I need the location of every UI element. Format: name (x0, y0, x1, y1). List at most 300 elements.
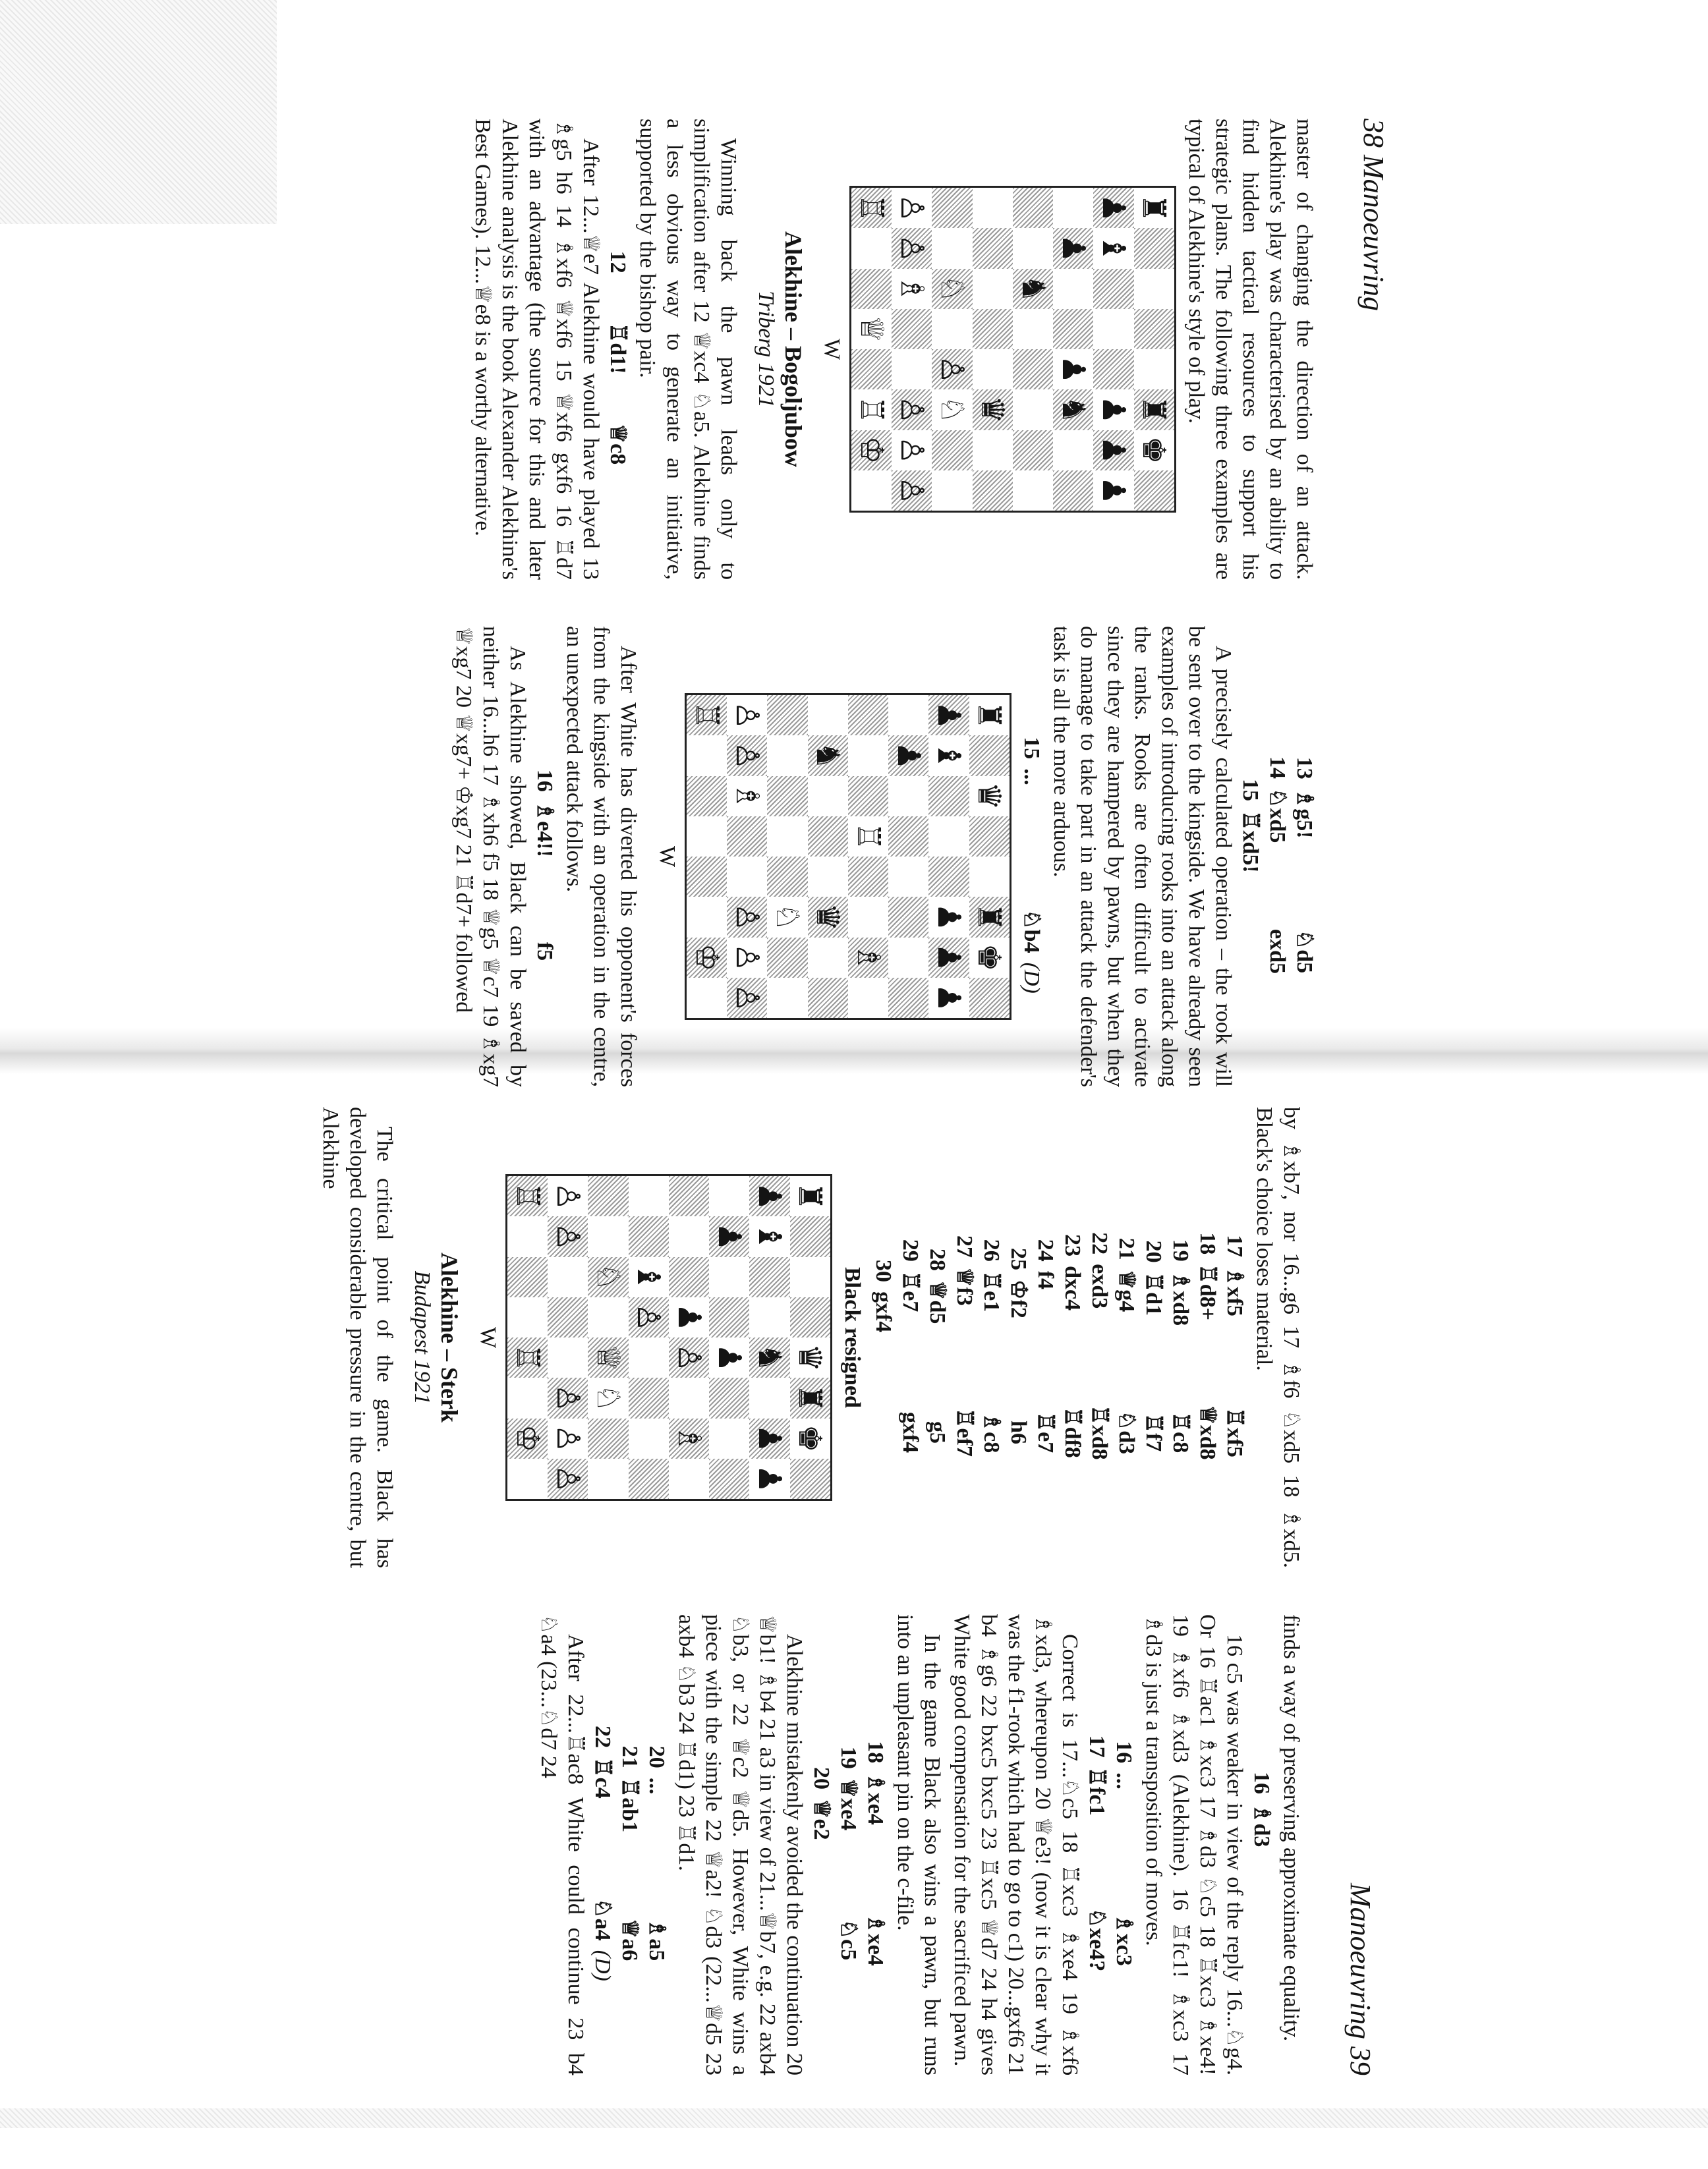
move-line (604, 119, 631, 580)
black-move: ♗c8 (979, 1411, 1004, 1453)
board-square (669, 1378, 709, 1418)
black-move: f5 (532, 942, 557, 961)
board-square (790, 1176, 830, 1216)
white-move: ♕e2 (809, 1799, 834, 1840)
board-square (768, 978, 808, 1018)
white-piece-icon: ♖ (688, 701, 726, 730)
board-square (548, 1176, 588, 1216)
board-square (848, 897, 888, 937)
board-square (888, 735, 928, 775)
board-square (768, 816, 808, 857)
black-move: ♘d3 (1114, 1410, 1139, 1455)
board-square (687, 735, 727, 775)
board-square (969, 776, 1010, 816)
board-square (973, 470, 1013, 511)
black-piece-icon: ♞ (751, 1343, 789, 1372)
move-number: 20 (644, 1745, 669, 1768)
board-square (929, 978, 969, 1018)
board-square (892, 389, 932, 430)
white-piece-icon: ♘ (934, 274, 971, 303)
board-square (1134, 309, 1174, 349)
board-square (588, 1176, 629, 1216)
board-square (727, 897, 767, 937)
white-move: ♖e7 (898, 1270, 923, 1312)
black-piece-icon: ♛ (791, 1343, 829, 1372)
white-piece-icon: ♔ (509, 1424, 546, 1453)
board-square (1013, 349, 1053, 389)
white-move: ♕d5 (925, 1280, 950, 1324)
board-square (750, 1216, 790, 1256)
board-square (1134, 470, 1174, 511)
board-square (588, 1378, 629, 1418)
white-move: ♖xd5! (1238, 810, 1263, 873)
board-square (709, 1419, 749, 1459)
paragraph: Correct is 17...♘c5 18 ♖xc3 ♗xe4 19 ♗xf6 ♗xd3, whereupon 20 ♕e3! (now it is clear why it was the f1-rook which had to go to c1) 20...gxf6 21 b4 ♗g6 22 bxc5 bxc5 23 ♖xc5 ♕d7 24 h4 gives White good compensation for the sacrificed pawn. (950, 1614, 1082, 2075)
board-square (548, 1419, 588, 1459)
move-list (870, 1107, 1248, 1568)
white-move: ♖ab1 (617, 1777, 642, 1833)
black-piece-icon: ♚ (971, 943, 1008, 972)
white-move: ♕f3 (952, 1267, 977, 1306)
move-line (531, 626, 558, 1087)
board-square (1094, 389, 1134, 430)
board-square (969, 857, 1010, 897)
move-line (616, 1614, 643, 2075)
board-square (768, 776, 808, 816)
white-move: dxc4 (1060, 1266, 1085, 1311)
board-square (768, 735, 808, 775)
board-square (1013, 228, 1053, 268)
move-number: 18 (1195, 1232, 1220, 1255)
black-move: h6 (1006, 1421, 1031, 1444)
board-square (1053, 269, 1093, 309)
white-piece-icon: ♖ (849, 822, 887, 851)
side-to-move: W (655, 845, 679, 868)
move-line (1194, 1107, 1221, 1568)
column-right (532, 1614, 1305, 2075)
move-line (1140, 1107, 1167, 1568)
move-number: 24 (1033, 1239, 1058, 1262)
board-square (929, 897, 969, 937)
white-piece-icon: ♙ (670, 1343, 708, 1372)
move-number: 15 (1019, 737, 1044, 760)
board-square (808, 816, 848, 857)
board-square (629, 1257, 669, 1297)
board-square (1013, 470, 1053, 511)
board-square (727, 695, 767, 735)
white-move: ♗xe4 (863, 1772, 888, 1825)
white-move: gxf4 (871, 1291, 896, 1333)
move-number: 22 (590, 1726, 615, 1749)
black-piece-icon: ♛ (809, 903, 847, 932)
move-line (1237, 626, 1264, 1087)
black-piece-icon: ♚ (1135, 436, 1173, 465)
board-square (687, 857, 727, 897)
board-square (1094, 470, 1134, 511)
black-move: ♖ef7 (952, 1408, 977, 1457)
board-square (750, 1419, 790, 1459)
board-square (548, 1338, 588, 1378)
white-move: ... (1112, 1772, 1136, 1789)
white-piece-icon: ♙ (549, 1222, 586, 1251)
board-square (790, 1338, 830, 1378)
move-number: 16 (1112, 1741, 1136, 1764)
board-square (548, 1257, 588, 1297)
chess-diagram (685, 693, 1011, 1020)
game-result: Black resigned (840, 1267, 865, 1408)
move-number: 26 (979, 1239, 1004, 1262)
board-square (932, 269, 973, 309)
black-piece-icon: ♟ (1054, 234, 1092, 263)
move-number: 12 (606, 250, 630, 273)
board-square (507, 1216, 548, 1256)
black-move: ♖f7 (1141, 1413, 1166, 1452)
paragraph: After 22...♖ac8 White could continue 23 b4 ♘a4 (23...♘d7 24 (536, 1614, 588, 2075)
white-piece-icon: ♘ (590, 1262, 627, 1291)
black-piece-icon: ♜ (791, 1182, 829, 1211)
move-number: 29 (898, 1239, 923, 1262)
board-square (687, 695, 727, 735)
white-piece-icon: ♘ (769, 903, 807, 932)
board-square (1053, 228, 1093, 268)
board-square (790, 1419, 830, 1459)
black-piece-icon: ♝ (930, 741, 968, 770)
white-piece-icon: ♘ (934, 395, 971, 424)
board-square (548, 1459, 588, 1499)
black-move: ♕c8 (606, 423, 630, 465)
board-square (588, 1257, 629, 1297)
board-square (687, 816, 727, 857)
board-square (588, 1216, 629, 1256)
board-square (888, 897, 928, 937)
board-square (969, 695, 1010, 735)
board-square (588, 1338, 629, 1378)
board-square (588, 1297, 629, 1338)
black-piece-icon: ♜ (971, 701, 1008, 730)
board-square (851, 349, 892, 389)
move-number: 28 (925, 1249, 950, 1271)
board-square (973, 188, 1013, 228)
black-move: ♘a4 (590, 1898, 615, 1941)
black-move: ♕xd8 (1195, 1405, 1220, 1460)
board-square (969, 938, 1010, 978)
white-move: ... (644, 1777, 669, 1795)
board-square (768, 857, 808, 897)
white-move: ♕g4 (1114, 1269, 1139, 1312)
board-square (727, 857, 767, 897)
white-move: ♘xd5 (1265, 788, 1290, 843)
white-move: f4 (1033, 1270, 1058, 1290)
move-line (1059, 1107, 1086, 1568)
board-square (1013, 188, 1053, 228)
board-square (929, 938, 969, 978)
white-piece-icon: ♘ (590, 1384, 627, 1413)
board-square (888, 938, 928, 978)
board-square (808, 695, 848, 735)
board-square (750, 1297, 790, 1338)
black-move: ♗xc3 (1112, 1913, 1136, 1966)
white-piece-icon: ♙ (893, 476, 930, 505)
board-square (750, 1459, 790, 1499)
paragraph: In the game Black also wins a pawn, but runs into an unpleasant pin on the c-file. (893, 1614, 944, 2075)
black-piece-icon: ♜ (1135, 194, 1173, 223)
board-square (507, 1338, 548, 1378)
side-to-move: W (476, 1326, 500, 1349)
move-line (862, 1614, 889, 2075)
board-square (750, 1378, 790, 1418)
board-square (790, 1216, 830, 1256)
paragraph: After 12...♕e7 Alekhine would have played 13 ♗g5 h6 14 ♗xf6 ♕xf6 15 ♕xf6 gxf6 16 ♖d7 with an advantage (the source for this and later Alekhine analysis is the book Alexander Alekhine's Best Games). 12...♕e8 is a worthy alternative. (470, 119, 603, 580)
board-square (888, 776, 928, 816)
move-number: 23 (1060, 1234, 1085, 1257)
white-piece-icon: ♗ (670, 1424, 708, 1453)
board-square (687, 978, 727, 1018)
paragraph: The critical point of the game. Black has developed considerable pressure in the centre, but Alekhine (318, 1107, 397, 1568)
move-line (1032, 1107, 1059, 1568)
board-square (709, 1176, 749, 1216)
white-piece-icon: ♖ (853, 395, 890, 424)
black-piece-icon: ♟ (751, 1424, 789, 1453)
board-square (709, 1378, 749, 1418)
black-piece-icon: ♟ (930, 701, 968, 730)
move-line (1110, 1614, 1137, 2075)
board-square (629, 1176, 669, 1216)
black-move: ♖df8 (1060, 1407, 1085, 1458)
board-square (669, 1459, 709, 1499)
board-square (548, 1378, 588, 1418)
board-square (932, 228, 973, 268)
white-piece-icon: ♙ (728, 943, 766, 972)
white-piece-icon: ♗ (728, 781, 766, 810)
black-move: g5 (925, 1421, 950, 1444)
page-39 (0, 1107, 1377, 2075)
board-square (892, 309, 932, 349)
board-square (808, 897, 848, 937)
board-square (892, 430, 932, 470)
move-number: 19 (1168, 1239, 1193, 1262)
board-square (790, 1459, 830, 1499)
board-square (1094, 188, 1134, 228)
move-number: 17 (1222, 1235, 1247, 1258)
white-move: exd3 (1087, 1264, 1112, 1309)
board-square (768, 695, 808, 735)
white-piece-icon: ♔ (853, 436, 890, 465)
black-move: ♗a5 (644, 1918, 669, 1961)
board-square (588, 1419, 629, 1459)
black-piece-icon: ♟ (710, 1222, 748, 1251)
white-piece-icon: ♕ (590, 1343, 627, 1372)
paragraph: 16 c5 was weaker in view of the reply 16...♘g4. Or 16 ♖ac1 ♗xc3 17 ♗d3 ♘c5 18 ♖xc3 ♗xe4! 19 ♗xf6 ♗xd3 (Alekhine). 16 ♖fc1! ♗xc3 17 ♗d3 is just a transposition of moves. (1141, 1614, 1247, 2075)
board-square (892, 470, 932, 511)
black-piece-icon: ♟ (751, 1182, 789, 1211)
black-move: ♖c8 (1168, 1411, 1193, 1453)
board-square (1053, 349, 1093, 389)
black-piece-icon: ♝ (1095, 234, 1133, 263)
white-move: ♖d8+ (1195, 1264, 1220, 1321)
move-line (1167, 1107, 1194, 1568)
board-square (808, 938, 848, 978)
board-square (848, 938, 888, 978)
board-square (669, 1419, 709, 1459)
white-piece-icon: ♖ (509, 1343, 546, 1372)
board-square (1134, 430, 1174, 470)
move-line (1264, 626, 1291, 1087)
move-number: 17 (1085, 1735, 1109, 1758)
board-square (808, 735, 848, 775)
white-move: ♖fc1 (1085, 1766, 1109, 1816)
board-square (1134, 349, 1174, 389)
black-piece-icon: ♟ (930, 903, 968, 932)
move-line (835, 1614, 862, 2075)
board-square (709, 1216, 749, 1256)
board-square (1094, 349, 1134, 389)
board-square (851, 269, 892, 309)
white-piece-icon: ♙ (728, 983, 766, 1012)
board-square (727, 938, 767, 978)
board-square (929, 857, 969, 897)
move-line (870, 1107, 897, 1568)
paragraph: As Alekhine showed, Black can be saved by neither 16...h6 17 ♗xh6 f5 18 ♕g5 ♕c7 19 ♗xg7 ♕xg7 20 ♕xg7+ ♔xg7 21 ♖d7+ followed (451, 626, 530, 1087)
white-move: ♖e1 (979, 1270, 1004, 1312)
black-piece-icon: ♟ (670, 1303, 708, 1332)
white-piece-icon: ♔ (688, 943, 726, 972)
black-move: gxf4 (898, 1411, 923, 1453)
move-list (808, 1614, 889, 2075)
board-square (750, 1176, 790, 1216)
board-square (790, 1378, 830, 1418)
board-square (507, 1459, 548, 1499)
move-number: 13 (1292, 756, 1317, 779)
move-number: 21 (1114, 1237, 1139, 1260)
paragraph: finds a way of preserving approximate equality. (1279, 1614, 1303, 2042)
side-to-move: W (820, 338, 844, 360)
paragraph: by ♗xb7, nor 16...g6 17 ♗f6 ♘xd5 18 ♗xd5. Black's choice loses material. (1252, 1107, 1303, 1568)
white-piece-icon: ♙ (728, 741, 766, 770)
column-left (467, 119, 1318, 580)
board-square (892, 349, 932, 389)
black-piece-icon: ♟ (1095, 436, 1133, 465)
board-square (629, 1297, 669, 1338)
board-square (888, 857, 928, 897)
move-line (1018, 626, 1045, 1087)
white-piece-icon: ♙ (549, 1182, 586, 1211)
black-move: ♘xe4? (1085, 1907, 1109, 1972)
move-number: 18 (863, 1741, 888, 1764)
move-number: 21 (617, 1745, 642, 1768)
black-piece-icon: ♞ (1014, 274, 1052, 303)
board-square (1094, 309, 1134, 349)
move-list (1083, 1614, 1137, 2075)
black-piece-icon: ♜ (971, 903, 1008, 932)
white-piece-icon: ♙ (934, 355, 971, 384)
black-move: ♕a6 (617, 1918, 642, 1961)
black-move: ♘c5 (836, 1919, 861, 1961)
white-piece-icon: ♖ (509, 1182, 546, 1211)
scan-noise-bottom (0, 2108, 1708, 2128)
black-piece-icon: ♟ (890, 741, 927, 770)
white-piece-icon: ♕ (853, 314, 890, 343)
black-move: ♗xe4 (863, 1913, 888, 1966)
board-square (973, 269, 1013, 309)
move-line (924, 1107, 951, 1568)
running-header: 38 Manoeuvring (1357, 119, 1390, 312)
board-square (851, 188, 892, 228)
board-square (932, 470, 973, 511)
white-piece-icon: ♙ (893, 395, 930, 424)
board-square (851, 389, 892, 430)
board-square (932, 430, 973, 470)
board-square (548, 1216, 588, 1256)
black-piece-icon: ♜ (1135, 395, 1173, 424)
black-piece-icon: ♟ (710, 1343, 748, 1372)
board-square (1053, 188, 1093, 228)
board-square (1013, 389, 1053, 430)
black-move: ♘d5 (1292, 929, 1317, 974)
paragraph: Alekhine mistakenly avoided the continuation 20 ♕b1! ♗b4 21 a3 in view of 21...♕b7, e.g. 22 axb4 ♘b3, or 22 ♕c2 ♕d5. However, White wins a piece with the simple 22 ♕a2! ♘d3 (22...♕d5 23 axb4 ♘b3 24 ♖d1) 23 ♖d1. (674, 1614, 807, 2075)
white-move: ♗g5! (1292, 788, 1317, 839)
white-move: ♗xf5 (1222, 1266, 1247, 1316)
board-square (709, 1297, 749, 1338)
white-move: ... (1019, 768, 1044, 785)
board-square (1094, 228, 1134, 268)
white-move: ♗d3 (1249, 1803, 1274, 1847)
board-square (848, 857, 888, 897)
board-square (669, 1338, 709, 1378)
move-number: 16 (1249, 1772, 1274, 1794)
black-move: exd5 (1265, 929, 1290, 974)
black-piece-icon: ♚ (791, 1424, 829, 1453)
white-piece-icon: ♗ (849, 943, 887, 972)
black-move: ♖xd8 (1087, 1405, 1112, 1460)
board-square (808, 857, 848, 897)
board-square (1134, 228, 1174, 268)
board-square (727, 776, 767, 816)
move-line (643, 1614, 670, 2075)
move-line (1291, 626, 1318, 1087)
black-piece-icon: ♟ (1095, 395, 1133, 424)
paragraph: After White has diverted his opponent's forces from the kingside with an operation in the centre, an unexpected attack follows. (562, 626, 640, 1087)
white-move: ♔f2 (1006, 1280, 1031, 1318)
white-move: ♗xd8 (1168, 1270, 1193, 1326)
move-line (1083, 1614, 1110, 2075)
black-piece-icon: ♜ (791, 1384, 829, 1413)
board-square (932, 349, 973, 389)
board-square (768, 938, 808, 978)
board-square (848, 735, 888, 775)
move-number: 14 (1265, 756, 1290, 779)
white-move: ♖d1 (1141, 1272, 1166, 1316)
black-piece-icon: ♝ (630, 1262, 668, 1291)
board-square (709, 1459, 749, 1499)
board-square (629, 1216, 669, 1256)
move-line (1005, 1107, 1032, 1568)
column-right (447, 626, 1318, 1087)
board-square (851, 470, 892, 511)
board-square (709, 1338, 749, 1378)
board-square (669, 1176, 709, 1216)
board-square (929, 816, 969, 857)
board-square (507, 1378, 548, 1418)
board-square (888, 978, 928, 1018)
move-line (1221, 1107, 1248, 1568)
move-line (897, 1107, 924, 1568)
move-number: 19 (836, 1746, 861, 1769)
move-number: 30 (871, 1260, 896, 1282)
board-square (507, 1419, 548, 1459)
board-square (929, 695, 969, 735)
move-line (589, 1614, 616, 2075)
black-piece-icon: ♟ (1095, 194, 1133, 223)
